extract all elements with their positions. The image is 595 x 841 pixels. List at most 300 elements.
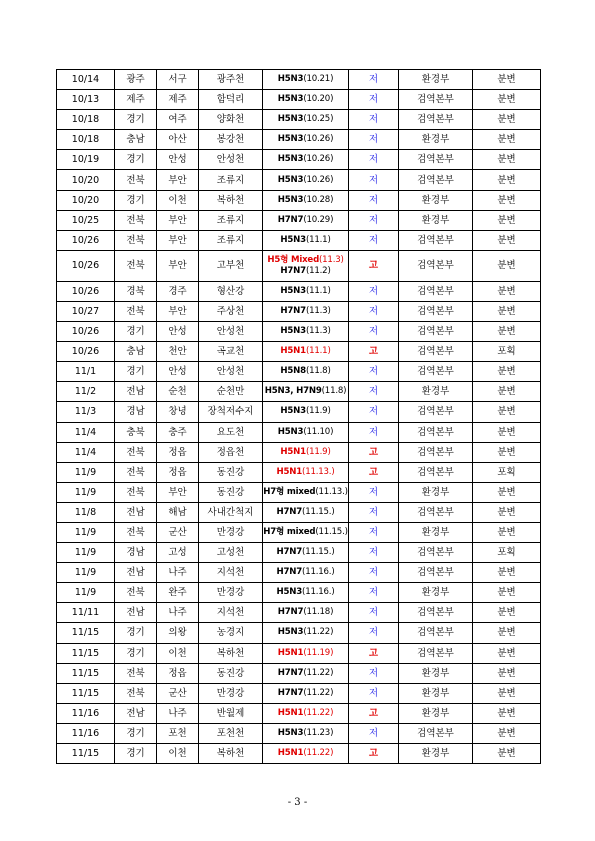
virus-cell	[263, 482, 349, 502]
site-cell: 동진강	[199, 663, 263, 683]
pathogenicity-cell: 저	[349, 170, 399, 190]
agency-cell: 검역본부	[399, 422, 473, 442]
region-cell: 전북	[115, 230, 157, 250]
pathogenicity-cell: 저	[349, 130, 399, 150]
pathogenicity-cell: 저	[349, 603, 399, 623]
sample-cell: 분변	[473, 230, 541, 250]
agency-cell: 환경부	[399, 683, 473, 703]
virus-cell	[263, 130, 349, 150]
sample-cell: 분변	[473, 603, 541, 623]
virus-subtype: H5N3	[277, 627, 304, 638]
city-cell: 안성	[157, 150, 199, 170]
site-cell: 안성천	[199, 150, 263, 170]
confirm-date: (11.1)	[305, 285, 331, 296]
virus-cell	[263, 150, 349, 170]
virus-line	[263, 266, 348, 277]
agency-cell: 환경부	[399, 663, 473, 683]
city-cell: 안성	[157, 362, 199, 382]
table-row	[57, 723, 541, 743]
date-cell: 11/4	[57, 442, 115, 462]
virus-subtype: H5N3	[280, 326, 306, 337]
region-cell: 경기	[115, 322, 157, 342]
pathogenicity-cell: 저	[349, 522, 399, 542]
virus-subtype: H5N1	[277, 647, 304, 658]
city-cell: 천안	[157, 342, 199, 362]
pathogenicity-cell: 저	[349, 623, 399, 643]
detection-table	[56, 69, 541, 764]
pathogenicity-cell: 저	[349, 322, 399, 342]
table-row	[57, 543, 541, 563]
pathogenicity-cell: 저	[349, 90, 399, 110]
agency-cell: 검역본부	[399, 643, 473, 663]
site-cell: 사내간척지	[199, 502, 263, 522]
confirm-date: (11.16.)	[302, 587, 335, 598]
date-cell: 11/3	[57, 402, 115, 422]
sample-cell: 분변	[473, 683, 541, 703]
city-cell: 서구	[157, 70, 199, 90]
site-cell: 요도천	[199, 422, 263, 442]
virus-cell	[263, 603, 349, 623]
table-row	[57, 462, 541, 482]
table-row	[57, 442, 541, 462]
region-cell: 경기	[115, 190, 157, 210]
confirm-date: (10.29)	[303, 214, 334, 225]
virus-subtype: H7형 mixed	[263, 527, 316, 538]
pathogenicity-cell: 저	[349, 502, 399, 522]
city-cell: 이천	[157, 643, 199, 663]
virus-cell	[263, 502, 349, 522]
agency-cell: 검역본부	[399, 90, 473, 110]
table-row	[57, 683, 541, 703]
city-cell: 제주	[157, 90, 199, 110]
table-row	[57, 210, 541, 230]
region-cell: 경기	[115, 150, 157, 170]
virus-subtype: H5N3, H7N9	[264, 386, 322, 397]
agency-cell: 검역본부	[399, 723, 473, 743]
virus-line	[263, 748, 348, 759]
city-cell: 군산	[157, 522, 199, 542]
region-cell: 전북	[115, 583, 157, 603]
pathogenicity-cell: 저	[349, 683, 399, 703]
site-cell: 만경강	[199, 583, 263, 603]
region-cell: 경기	[115, 110, 157, 130]
virus-line	[263, 94, 348, 105]
city-cell: 나주	[157, 603, 199, 623]
virus-line	[263, 567, 348, 578]
date-cell: 10/18	[57, 130, 115, 150]
sample-cell: 분변	[473, 382, 541, 402]
region-cell: 전북	[115, 683, 157, 703]
confirm-date: (10.26)	[303, 134, 334, 145]
site-cell: 봉강천	[199, 130, 263, 150]
region-cell: 전북	[115, 170, 157, 190]
virus-cell	[263, 563, 349, 583]
page-number: - 3 -	[287, 797, 308, 808]
region-cell: 전북	[115, 442, 157, 462]
table-body	[57, 70, 541, 764]
sample-cell: 분변	[473, 301, 541, 321]
agency-cell: 검역본부	[399, 362, 473, 382]
city-cell: 경주	[157, 281, 199, 301]
virus-cell	[263, 110, 349, 130]
sample-cell: 포획	[473, 543, 541, 563]
confirm-date: (11.22)	[303, 627, 334, 638]
site-cell: 포천천	[199, 723, 263, 743]
sample-cell: 분변	[473, 663, 541, 683]
city-cell: 안성	[157, 322, 199, 342]
sample-cell: 분변	[473, 362, 541, 382]
virus-subtype: H5N8	[280, 366, 306, 377]
table-row	[57, 170, 541, 190]
city-cell: 이천	[157, 190, 199, 210]
date-cell: 10/26	[57, 250, 115, 281]
city-cell: 고성	[157, 543, 199, 563]
site-cell: 주상천	[199, 301, 263, 321]
virus-subtype: H5N3	[277, 74, 304, 85]
virus-cell	[263, 663, 349, 683]
city-cell: 순천	[157, 382, 199, 402]
virus-subtype: H5N3	[277, 154, 304, 165]
site-cell: 고성천	[199, 543, 263, 563]
site-cell: 농경지	[199, 623, 263, 643]
virus-subtype: H7N7	[276, 506, 303, 517]
city-cell: 의왕	[157, 623, 199, 643]
virus-cell	[263, 90, 349, 110]
date-cell: 10/26	[57, 281, 115, 301]
site-cell: 장척저수지	[199, 402, 263, 422]
virus-cell	[263, 583, 349, 603]
date-cell: 10/18	[57, 110, 115, 130]
virus-line	[263, 366, 348, 377]
sample-cell: 분변	[473, 623, 541, 643]
pathogenicity-cell: 고	[349, 744, 399, 764]
confirm-date: (11.19)	[303, 647, 334, 658]
date-cell: 11/16	[57, 723, 115, 743]
confirm-date: (11.10)	[303, 426, 334, 437]
agency-cell: 검역본부	[399, 110, 473, 130]
sample-cell: 분변	[473, 281, 541, 301]
pathogenicity-cell: 고	[349, 250, 399, 281]
virus-cell	[263, 362, 349, 382]
pathogenicity-cell: 저	[349, 583, 399, 603]
confirm-date: (11.22)	[303, 687, 334, 698]
confirm-date: (10.20)	[303, 94, 334, 105]
sample-cell: 분변	[473, 723, 541, 743]
confirm-date: (11.13.)	[315, 486, 348, 497]
date-cell: 11/9	[57, 583, 115, 603]
virus-line	[263, 708, 348, 719]
agency-cell: 환경부	[399, 744, 473, 764]
virus-subtype: H7N7	[276, 547, 303, 558]
date-cell: 10/13	[57, 90, 115, 110]
region-cell: 전북	[115, 250, 157, 281]
virus-line	[263, 255, 348, 266]
virus-cell	[263, 70, 349, 90]
table-row	[57, 583, 541, 603]
region-cell: 경기	[115, 723, 157, 743]
agency-cell: 검역본부	[399, 342, 473, 362]
table-row	[57, 603, 541, 623]
virus-line	[263, 386, 348, 397]
virus-cell	[263, 281, 349, 301]
virus-subtype: H5N3	[277, 134, 304, 145]
agency-cell: 검역본부	[399, 230, 473, 250]
confirm-date: (11.3)	[305, 305, 331, 316]
pathogenicity-cell: 고	[349, 342, 399, 362]
virus-line	[263, 587, 348, 598]
city-cell: 여주	[157, 110, 199, 130]
virus-line	[263, 728, 348, 739]
virus-subtype: H5N1	[280, 346, 306, 357]
region-cell: 제주	[115, 90, 157, 110]
agency-cell: 검역본부	[399, 301, 473, 321]
date-cell: 10/26	[57, 230, 115, 250]
city-cell: 부안	[157, 170, 199, 190]
confirm-date: (11.8)	[321, 386, 347, 397]
region-cell: 충남	[115, 342, 157, 362]
city-cell: 군산	[157, 683, 199, 703]
virus-line	[263, 607, 348, 618]
city-cell: 포천	[157, 723, 199, 743]
sample-cell: 분변	[473, 150, 541, 170]
site-cell: 조류지	[199, 230, 263, 250]
table-row	[57, 623, 541, 643]
virus-subtype: H5N3	[280, 285, 306, 296]
agency-cell: 검역본부	[399, 462, 473, 482]
virus-cell	[263, 543, 349, 563]
city-cell: 정읍	[157, 442, 199, 462]
agency-cell: 검역본부	[399, 603, 473, 623]
site-cell: 안성천	[199, 322, 263, 342]
city-cell: 완주	[157, 583, 199, 603]
virus-cell	[263, 170, 349, 190]
virus-subtype: H5N3	[276, 587, 303, 598]
pathogenicity-cell: 저	[349, 362, 399, 382]
city-cell: 해남	[157, 502, 199, 522]
region-cell: 전남	[115, 502, 157, 522]
pathogenicity-cell: 저	[349, 482, 399, 502]
site-cell: 고부천	[199, 250, 263, 281]
confirm-date: (11.1)	[305, 346, 331, 357]
virus-line	[263, 688, 348, 699]
virus-subtype: H5N3	[280, 234, 306, 245]
pathogenicity-cell: 저	[349, 301, 399, 321]
virus-line	[263, 467, 348, 478]
region-cell: 경기	[115, 744, 157, 764]
region-cell: 경기	[115, 623, 157, 643]
table-row	[57, 522, 541, 542]
site-cell: 만경강	[199, 522, 263, 542]
table-row	[57, 422, 541, 442]
region-cell: 전북	[115, 522, 157, 542]
virus-subtype: H5N3	[277, 727, 304, 738]
site-cell: 복하천	[199, 643, 263, 663]
sample-cell: 분변	[473, 90, 541, 110]
confirm-date: (11.18)	[303, 607, 334, 618]
virus-line	[263, 648, 348, 659]
virus-cell	[263, 230, 349, 250]
virus-line	[263, 306, 348, 317]
sample-cell: 분변	[473, 130, 541, 150]
virus-line	[263, 74, 348, 85]
virus-cell	[263, 210, 349, 230]
table-row	[57, 482, 541, 502]
confirm-date: (11.8)	[305, 366, 331, 377]
virus-cell	[263, 703, 349, 723]
confirm-date: (11.22)	[303, 748, 334, 759]
confirm-date: (10.21)	[303, 74, 334, 85]
date-cell: 10/14	[57, 70, 115, 90]
sample-cell: 분변	[473, 442, 541, 462]
virus-line	[263, 547, 348, 558]
sample-cell: 분변	[473, 422, 541, 442]
confirm-date: (11.15.)	[302, 506, 335, 517]
virus-cell	[263, 190, 349, 210]
pathogenicity-cell: 저	[349, 563, 399, 583]
city-cell: 창녕	[157, 402, 199, 422]
agency-cell: 검역본부	[399, 281, 473, 301]
virus-line	[263, 487, 348, 498]
confirm-date: (11.3)	[319, 254, 344, 265]
sample-cell: 분변	[473, 482, 541, 502]
virus-line	[263, 114, 348, 125]
pathogenicity-cell: 저	[349, 110, 399, 130]
table-row	[57, 150, 541, 170]
confirm-date: (11.3)	[305, 326, 331, 337]
virus-subtype: H5N1	[277, 707, 304, 718]
virus-line	[263, 235, 348, 246]
table-row	[57, 744, 541, 764]
virus-cell	[263, 301, 349, 321]
sample-cell: 분변	[473, 744, 541, 764]
date-cell: 11/9	[57, 563, 115, 583]
virus-line	[263, 427, 348, 438]
virus-cell	[263, 462, 349, 482]
confirm-date: (11.22)	[303, 667, 334, 678]
date-cell: 11/9	[57, 543, 115, 563]
date-cell: 11/2	[57, 382, 115, 402]
table-row	[57, 703, 541, 723]
virus-subtype: H5N3	[277, 94, 304, 105]
date-cell: 11/15	[57, 683, 115, 703]
agency-cell: 검역본부	[399, 623, 473, 643]
agency-cell: 검역본부	[399, 150, 473, 170]
site-cell: 함덕리	[199, 90, 263, 110]
site-cell: 복하천	[199, 744, 263, 764]
site-cell: 지석천	[199, 563, 263, 583]
virus-line	[263, 507, 348, 518]
agency-cell: 검역본부	[399, 502, 473, 522]
pathogenicity-cell: 저	[349, 210, 399, 230]
city-cell: 나주	[157, 703, 199, 723]
virus-line	[263, 668, 348, 679]
sample-cell: 분변	[473, 502, 541, 522]
table-row	[57, 130, 541, 150]
pathogenicity-cell: 고	[349, 462, 399, 482]
confirm-date: (10.26)	[303, 154, 334, 165]
city-cell: 부안	[157, 250, 199, 281]
virus-subtype: H7N7	[276, 567, 303, 578]
confirm-date: (11.9)	[305, 446, 331, 457]
confirm-date: (11.2)	[305, 265, 331, 276]
pathogenicity-cell: 저	[349, 663, 399, 683]
virus-subtype: H7N7	[277, 687, 304, 698]
table-row	[57, 362, 541, 382]
agency-cell: 검역본부	[399, 442, 473, 462]
sample-cell: 분변	[473, 70, 541, 90]
city-cell: 아산	[157, 130, 199, 150]
agency-cell: 검역본부	[399, 322, 473, 342]
virus-cell	[263, 744, 349, 764]
virus-line	[263, 195, 348, 206]
region-cell: 전북	[115, 482, 157, 502]
table-row	[57, 663, 541, 683]
table-row	[57, 563, 541, 583]
virus-cell	[263, 683, 349, 703]
confirm-date: (11.16.)	[302, 567, 335, 578]
table-row	[57, 322, 541, 342]
confirm-date: (10.28)	[303, 194, 334, 205]
virus-subtype: H7형 mixed	[263, 486, 316, 497]
region-cell: 경기	[115, 362, 157, 382]
agency-cell: 환경부	[399, 482, 473, 502]
virus-cell	[263, 322, 349, 342]
region-cell: 충남	[115, 130, 157, 150]
date-cell: 10/26	[57, 322, 115, 342]
sample-cell: 포획	[473, 462, 541, 482]
city-cell: 부안	[157, 482, 199, 502]
site-cell: 정읍천	[199, 442, 263, 462]
table-row	[57, 190, 541, 210]
virus-line	[263, 447, 348, 458]
confirm-date: (11.1)	[305, 234, 331, 245]
pathogenicity-cell: 저	[349, 150, 399, 170]
pathogenicity-cell: 저	[349, 543, 399, 563]
table-row	[57, 90, 541, 110]
confirm-date: (11.22)	[303, 707, 334, 718]
site-cell: 동진강	[199, 482, 263, 502]
virus-subtype: H5N3	[280, 406, 306, 417]
site-cell: 안성천	[199, 362, 263, 382]
agency-cell: 환경부	[399, 522, 473, 542]
table-row	[57, 250, 541, 281]
pathogenicity-cell: 고	[349, 643, 399, 663]
site-cell: 만경강	[199, 683, 263, 703]
site-cell: 곡교천	[199, 342, 263, 362]
virus-cell	[263, 402, 349, 422]
site-cell: 순천만	[199, 382, 263, 402]
date-cell: 11/8	[57, 502, 115, 522]
virus-cell	[263, 382, 349, 402]
city-cell: 부안	[157, 230, 199, 250]
date-cell: 11/15	[57, 623, 115, 643]
virus-subtype: H5N3	[277, 194, 304, 205]
table-row	[57, 230, 541, 250]
date-cell: 10/20	[57, 190, 115, 210]
date-cell: 11/16	[57, 703, 115, 723]
agency-cell: 환경부	[399, 583, 473, 603]
site-cell: 조류지	[199, 170, 263, 190]
virus-subtype: H5N3	[277, 174, 304, 185]
city-cell: 이천	[157, 744, 199, 764]
date-cell: 10/20	[57, 170, 115, 190]
region-cell: 전북	[115, 210, 157, 230]
sample-cell: 분변	[473, 170, 541, 190]
date-cell: 10/27	[57, 301, 115, 321]
virus-subtype: H7N7	[277, 607, 304, 618]
virus-cell	[263, 250, 349, 281]
date-cell: 10/25	[57, 210, 115, 230]
